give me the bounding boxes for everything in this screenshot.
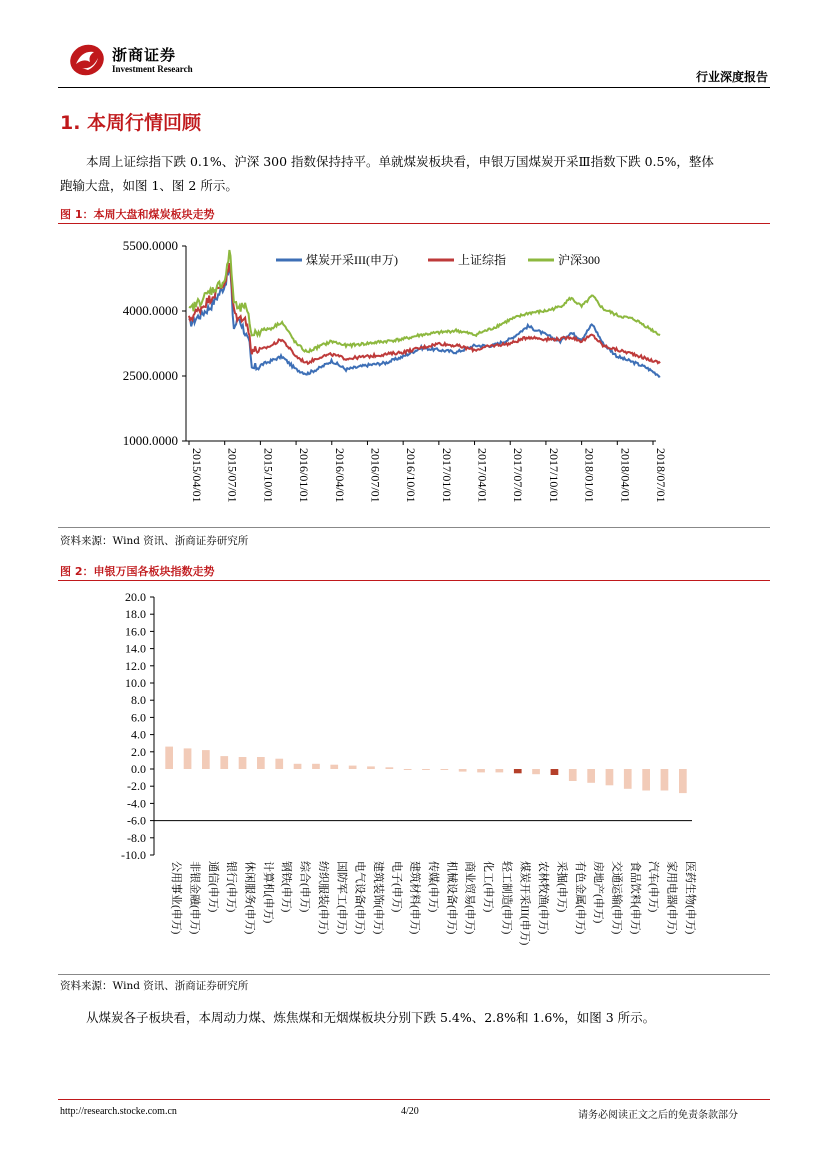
report-type: 行业深度报告 <box>695 70 768 84</box>
c1-x-tick-label: 2016/07/01 <box>368 448 383 503</box>
section-title: 1. 本周行情回顾 <box>60 112 202 134</box>
c2-category-label: 计算机(申万) <box>261 861 274 924</box>
figure-2-title: 图 2：申银万国各板块指数走势 <box>60 565 215 578</box>
c2-bar <box>184 748 192 769</box>
c2-category-label: 家用电器(申万) <box>665 861 678 935</box>
c2-category-label: 电子(申万) <box>390 861 403 913</box>
figure-2-rule <box>58 580 770 581</box>
c2-y-tick-label: 6.0 <box>131 710 146 725</box>
c2-bar <box>294 764 302 769</box>
c2-category-label: 纺织服装(申万) <box>316 861 329 935</box>
figure-2-bar-chart <box>58 582 770 972</box>
c1-y-tick-label: 4000.0000 <box>122 303 178 318</box>
c2-category-label: 交通运输(申万) <box>610 861 623 935</box>
c1-series-line-1 <box>189 267 660 377</box>
c2-y-tick-label: 16.0 <box>125 624 146 639</box>
c2-bar <box>404 769 412 770</box>
c2-bar <box>606 769 614 785</box>
figure-1-title: 图 1：本周大盘和煤炭板块走势 <box>60 208 215 221</box>
c2-bar <box>349 766 357 769</box>
c2-bar <box>386 767 394 769</box>
c2-category-label: 汽车(申万) <box>647 861 660 913</box>
c2-category-label: 建筑材料(申万) <box>408 861 421 935</box>
c1-x-tick-label: 2017/01/01 <box>439 448 454 503</box>
c1-x-tick-label: 2018/04/01 <box>618 448 633 503</box>
c2-bar <box>422 769 430 770</box>
c2-category-label: 有色金属(申万) <box>573 861 586 935</box>
c1-y-tick-label: 5500.0000 <box>122 238 178 253</box>
footer-page-number: 4/20 <box>401 1106 419 1117</box>
c2-category-label: 公用事业(申万) <box>170 861 183 935</box>
c2-category-label: 建筑装饰(申万) <box>372 861 384 935</box>
c1-x-tick-label: 2017/07/01 <box>511 448 526 503</box>
c2-bar <box>257 757 265 769</box>
c2-category-label: 商业贸易(申万) <box>463 861 476 935</box>
c2-category-label: 非银金融(申万) <box>188 861 201 935</box>
c2-y-tick-label: -8.0 <box>127 830 146 845</box>
c2-category-label: 医药生物(申万) <box>683 861 696 935</box>
c2-bar <box>330 765 338 769</box>
c2-category-label: 传媒(申万) <box>427 861 439 913</box>
brand-logo-icon <box>68 42 106 78</box>
c1-x-tick-label: 2016/01/01 <box>297 448 312 503</box>
c1-legend-label: 煤炭开采III(申万) <box>306 253 398 267</box>
c2-y-tick-label: 4.0 <box>131 727 146 742</box>
c2-y-tick-label: 0.0 <box>131 762 146 776</box>
c2-bar <box>642 769 650 791</box>
c2-bar <box>239 757 247 769</box>
brand-name-cn: 浙商证券 <box>112 46 177 64</box>
c1-x-tick-label: 2017/04/01 <box>475 448 490 503</box>
c1-x-tick-label: 2015/04/01 <box>190 448 204 503</box>
c2-category-label: 综合(申万) <box>298 861 311 913</box>
c2-y-tick-label: -2.0 <box>127 779 146 794</box>
c2-category-label: 采掘(申万) <box>555 861 568 913</box>
c2-bar <box>569 769 577 781</box>
footer-rule <box>58 1099 770 1100</box>
c2-category-label: 国防军工(申万) <box>335 861 348 935</box>
c2-bar <box>514 769 522 773</box>
c1-legend-label: 上证综指 <box>458 253 507 267</box>
c2-category-label: 机械设备(申万) <box>445 861 458 935</box>
c2-category-label: 通信(申万) <box>206 861 219 913</box>
c1-x-tick-label: 2017/10/01 <box>546 448 561 503</box>
c2-category-label: 轻工制造(申万) <box>500 861 513 935</box>
figure-1-source: 资料来源：Wind 资讯、浙商证券研究所 <box>60 535 249 547</box>
c2-bar <box>661 769 669 791</box>
c2-bar <box>275 759 283 769</box>
c2-y-tick-label: 10.0 <box>125 676 146 690</box>
header <box>62 40 768 88</box>
c2-bar <box>496 769 504 772</box>
c1-y-tick-label: 1000.0000 <box>122 433 178 448</box>
c2-y-tick-label: 18.0 <box>125 607 146 622</box>
figure-2-bottom-rule <box>58 974 770 975</box>
c2-bar <box>367 766 375 769</box>
c1-legend-label: 沪深300 <box>558 253 601 267</box>
c2-bar <box>202 750 210 769</box>
c2-y-tick-label: 2.0 <box>131 744 146 759</box>
figure-2-source: 资料来源：Wind 资讯、浙商证券研究所 <box>60 980 249 992</box>
c2-y-tick-label: 12.0 <box>125 658 146 673</box>
figure-1-line-chart <box>58 225 770 525</box>
c2-bar <box>551 769 559 775</box>
c2-bar <box>532 769 540 774</box>
c2-bar <box>679 769 687 793</box>
c2-bar <box>587 769 595 783</box>
footer-disclaimer: 请务必阅读正文之后的免责条款部分 <box>578 1110 738 1121</box>
c2-bar <box>477 769 485 772</box>
figure-1-bottom-rule <box>58 527 770 528</box>
c2-bar <box>220 756 228 769</box>
c2-category-label: 房地产(申万) <box>592 861 605 924</box>
paragraph-1-line-2: 跑输大盘，如图 1、图 2 所示。 <box>60 178 238 193</box>
c2-category-label: 化工(申万) <box>482 861 494 913</box>
c2-bar <box>312 764 320 769</box>
c2-y-tick-label: -10.0 <box>121 848 146 862</box>
c2-category-label: 银行(申万) <box>225 861 238 913</box>
c2-bar <box>165 747 173 769</box>
c2-y-tick-label: 20.0 <box>125 590 146 604</box>
brand-name-en: Investment Research <box>112 64 193 74</box>
c2-category-label: 电气设备(申万) <box>353 861 366 935</box>
c2-category-label: 休闲服务(申万) <box>243 861 256 935</box>
c1-y-tick-label: 2500.0000 <box>122 368 178 383</box>
paragraph-2: 从煤炭各子板块看，本周动力煤、炼焦煤和无烟煤板块分别下跌 5.4%、2.8%和 1.6%，如图 3 所示。 <box>86 1010 656 1025</box>
c2-y-tick-label: 8.0 <box>131 693 146 708</box>
c2-category-label: 农林牧渔(申万) <box>537 861 550 935</box>
figure-1-rule <box>58 223 770 224</box>
c2-category-label: 食品饮料(申万) <box>628 861 641 935</box>
paragraph-1-line-1: 本周上证综指下跌 0.1%、沪深 300 指数保持持平。单就煤炭板块看，申银万国煤炭开采Ⅲ指数下跌 0.5%，整体 <box>86 154 714 169</box>
c2-category-label: 钢铁(申万) <box>280 861 293 913</box>
c2-y-tick-label: -4.0 <box>127 796 146 811</box>
c2-y-tick-label: -6.0 <box>127 813 146 828</box>
c1-x-tick-label: 2018/01/01 <box>582 448 597 503</box>
c2-bar <box>441 769 449 770</box>
c2-y-tick-label: 14.0 <box>125 641 146 656</box>
footer-url[interactable]: http://research.stocke.com.cn <box>60 1106 177 1117</box>
c1-x-tick-label: 2018/07/01 <box>654 448 668 503</box>
c2-bar <box>624 769 632 789</box>
c1-x-tick-label: 2016/10/01 <box>404 448 419 503</box>
c2-category-label: 煤炭开采III(申万) <box>518 861 531 946</box>
c2-bar <box>459 769 467 772</box>
c1-x-tick-label: 2016/04/01 <box>332 448 347 503</box>
c1-x-tick-label: 2015/10/01 <box>261 448 276 503</box>
c1-x-tick-label: 2015/07/01 <box>225 448 240 503</box>
header-rule <box>58 87 770 88</box>
